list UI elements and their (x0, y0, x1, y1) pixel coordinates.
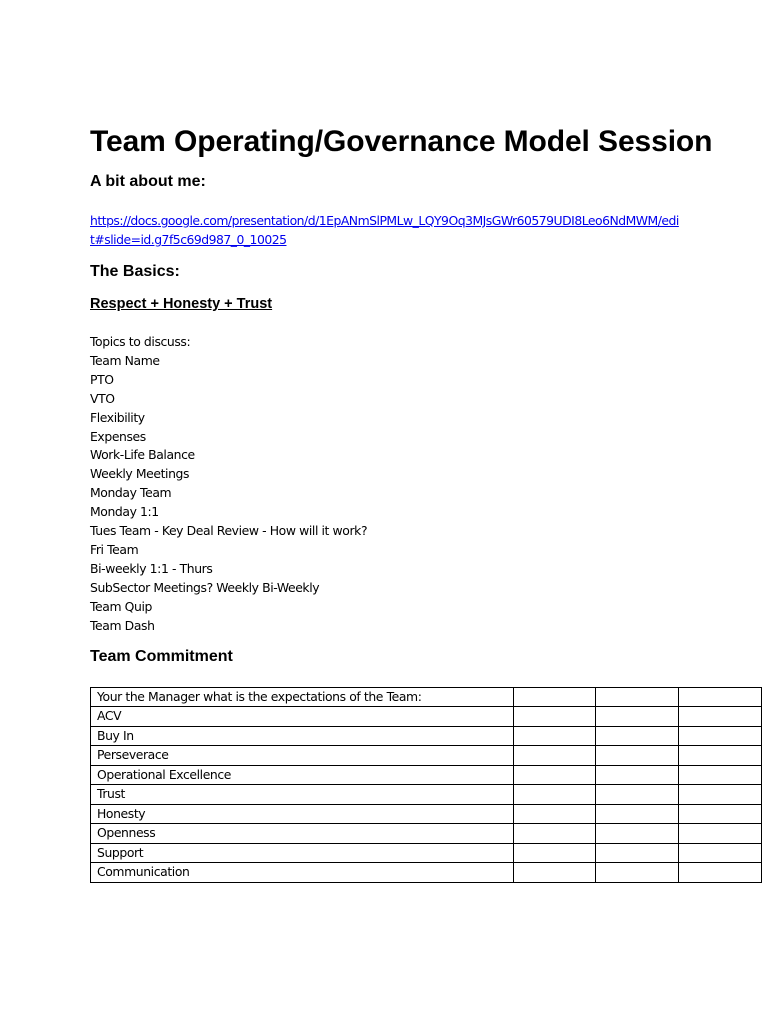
empty-cell (679, 746, 762, 766)
empty-cell (513, 804, 596, 824)
presentation-link[interactable]: https://docs.google.com/presentation/d/1EpANmSlPMLw_LQY9Oq3MJsGWr60579UDI8Leo6NdMWM/edit#slide=id.g7f5c69d987_0_10025 (90, 213, 679, 247)
topic-item: Fri Team (90, 541, 139, 557)
empty-cell (679, 843, 762, 863)
empty-cell (513, 843, 596, 863)
table-row (91, 726, 762, 746)
table-header-cell: Your the Manager what is the expectations of the Team: (91, 687, 514, 707)
empty-cell (513, 687, 596, 707)
empty-cell (679, 707, 762, 727)
topic-item: Tues Team - Key Deal Review - How will it work? (90, 523, 368, 539)
topic-item: Expenses (90, 428, 146, 444)
empty-cell (513, 707, 596, 727)
topic-item: Team Dash (90, 617, 155, 633)
presentation-link-block (90, 211, 682, 249)
empty-cell (596, 726, 679, 746)
table-cell: Perseverace (91, 746, 514, 766)
empty-cell (679, 726, 762, 746)
empty-cell (679, 687, 762, 707)
empty-cell (596, 824, 679, 844)
topic-item: Monday Team (90, 485, 172, 501)
empty-cell (596, 843, 679, 863)
empty-cell (513, 824, 596, 844)
topics-list (90, 333, 762, 636)
empty-cell (596, 765, 679, 785)
table-cell: Communication (91, 863, 514, 883)
empty-cell (513, 746, 596, 766)
topic-item: Work-Life Balance (90, 447, 195, 463)
basics-heading: The Basics: (90, 263, 180, 280)
table-row (91, 765, 762, 785)
empty-cell (679, 824, 762, 844)
empty-cell (679, 765, 762, 785)
empty-cell (679, 804, 762, 824)
topic-item: PTO (90, 371, 114, 387)
topic-item: Weekly Meetings (90, 466, 190, 482)
commitment-heading: Team Commitment (90, 647, 233, 665)
empty-cell (596, 707, 679, 727)
empty-cell (596, 785, 679, 805)
about-heading: A bit about me: (90, 173, 206, 190)
page-title: Team Operating/Governance Model Session (90, 125, 713, 158)
table-cell: Trust (91, 785, 514, 805)
topic-item: Team Name (90, 352, 160, 368)
topic-item: SubSector Meetings? Weekly Bi-Weekly (90, 579, 320, 595)
topics-intro: Topics to discuss: (90, 334, 191, 349)
topic-item: VTO (90, 390, 115, 406)
table-row (91, 746, 762, 766)
table-cell: Openness (91, 824, 514, 844)
topic-item: Team Quip (90, 598, 152, 614)
table-cell: Honesty (91, 804, 514, 824)
commitment-table (90, 687, 762, 883)
document-body (90, 124, 762, 883)
empty-cell (596, 804, 679, 824)
empty-cell (679, 785, 762, 805)
table-row (91, 843, 762, 863)
table-row (91, 687, 762, 707)
empty-cell (596, 687, 679, 707)
table-cell: Operational Excellence (91, 765, 514, 785)
respect-line: Respect + Honesty + Trust (90, 296, 273, 312)
topic-item: Bi-weekly 1:1 - Thurs (90, 560, 213, 576)
empty-cell (513, 863, 596, 883)
table-cell: Buy In (91, 726, 514, 746)
topic-item: Flexibility (90, 409, 145, 425)
table-cell: ACV (91, 707, 514, 727)
empty-cell (596, 863, 679, 883)
empty-cell (596, 746, 679, 766)
table-row (91, 804, 762, 824)
empty-cell (513, 765, 596, 785)
table-cell: Support (91, 843, 514, 863)
empty-cell (679, 863, 762, 883)
table-row (91, 707, 762, 727)
table-row (91, 863, 762, 883)
empty-cell (513, 726, 596, 746)
table-row (91, 785, 762, 805)
table-row (91, 824, 762, 844)
empty-cell (513, 785, 596, 805)
topic-item: Monday 1:1 (90, 504, 159, 520)
